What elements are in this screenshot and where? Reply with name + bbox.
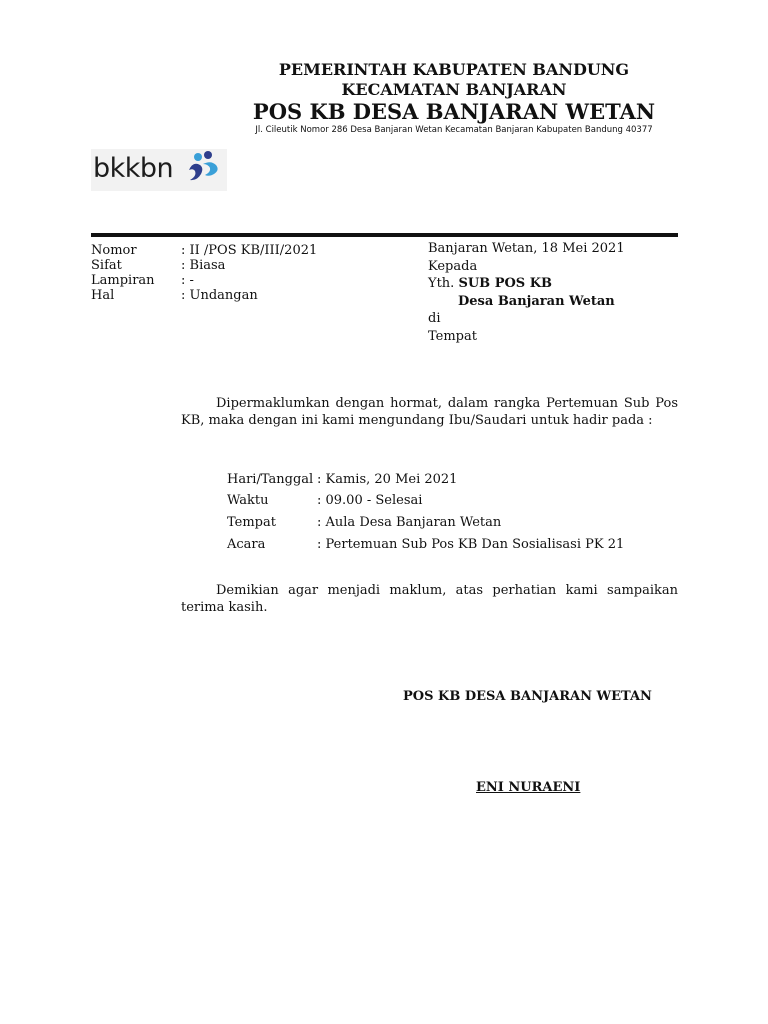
recipient-yth-prefix: Yth. <box>428 276 455 291</box>
letterhead-district: KECAMATAN BANJARAN <box>341 80 567 99</box>
meta-value-sifat: : Biasa <box>181 258 226 273</box>
recipient-name: SUB POS KB <box>458 276 552 291</box>
detail-value-date: : Kamis, 20 Mei 2021 <box>317 472 458 487</box>
meta-label-lampiran: Lampiran <box>91 273 155 288</box>
closing-paragraph: Demikian agar menjadi maklum, atas perhatian kami sampaikan terima kasih. <box>181 583 678 615</box>
place-date: Banjaran Wetan, 18 Mei 2021 <box>428 241 625 256</box>
meta-value-nomor: : II /POS KB/III/2021 <box>181 243 318 258</box>
meta-label-sifat: Sifat <box>91 258 122 273</box>
recipient-tempat: Tempat <box>428 329 477 344</box>
detail-label-place: Tempat <box>227 515 276 530</box>
opening-paragraph: Dipermaklumkan dengan hormat, dalam rangka Pertemuan Sub Pos KB, maka dengan ini kami mengundang Ibu/Saudari untuk hadir pada : <box>181 396 678 428</box>
bkkbn-logo <box>91 149 227 191</box>
detail-label-time: Waktu <box>227 493 269 508</box>
recipient-kepada: Kepada <box>428 259 478 274</box>
signature-organization: POS KB DESA BANJARAN WETAN <box>403 689 652 704</box>
meta-value-hal: : Undangan <box>181 288 258 303</box>
detail-value-agenda: : Pertemuan Sub Pos KB Dan Sosialisasi PK 21 <box>317 537 625 552</box>
recipient-organization: Desa Banjaran Wetan <box>458 294 615 309</box>
detail-label-date: Hari/Tanggal <box>227 472 314 487</box>
letterhead-address: Jl. Cileutik Nomor 286 Desa Banjaran Wetan Kecamatan Banjaran Kabupaten Bandung 40377 <box>255 125 653 135</box>
bkkbn-logo-icon <box>183 150 223 186</box>
letterhead-divider <box>91 233 678 237</box>
letterhead-government: PEMERINTAH KABUPATEN BANDUNG <box>278 60 630 79</box>
detail-value-place: : Aula Desa Banjaran Wetan <box>317 515 502 530</box>
signature-name: ENI NURAENI <box>476 780 581 795</box>
meta-label-hal: Hal <box>91 288 115 303</box>
letterhead-office: POS KB DESA BANJARAN WETAN <box>252 99 656 124</box>
recipient-yth <box>428 276 552 291</box>
meta-label-nomor: Nomor <box>91 243 137 258</box>
recipient-di: di <box>428 311 441 326</box>
detail-value-time: : 09.00 - Selesai <box>317 493 423 508</box>
logo-text: bkkbn <box>93 153 174 184</box>
meta-value-lampiran: : - <box>181 273 194 288</box>
detail-label-agenda: Acara <box>227 537 266 552</box>
